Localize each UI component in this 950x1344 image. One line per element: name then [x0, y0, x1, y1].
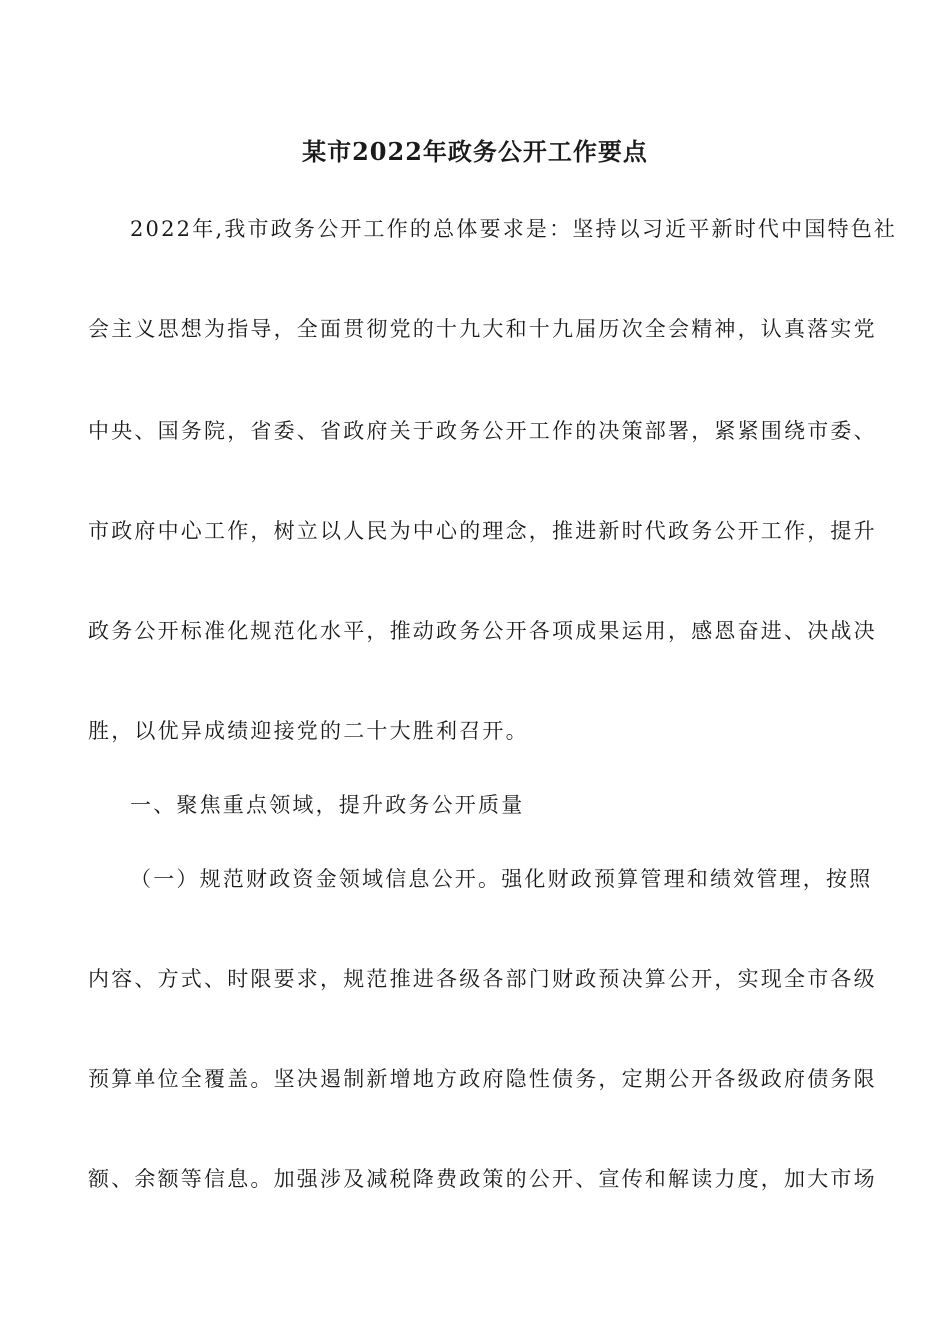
document-title: 某市2022年政务公开工作要点 [302, 137, 648, 166]
paragraph-line: 市政府中心工作，树立以人民为中心的理念，推进新时代政务公开工作，提升 [88, 519, 877, 543]
paragraph-line: （一）规范财政资金领域信息公开。强化财政预算管理和绩效管理，按照 [130, 867, 873, 891]
paragraph-line: 政务公开标准化规范化水平，推动政务公开各项成果运用，感恩奋进、决战决 [88, 619, 877, 643]
paragraph-line: 会主义思想为指导，全面贯彻党的十九大和十九届历次全会精神，认真落实党 [88, 317, 877, 341]
section-heading: 一、聚焦重点领域，提升政务公开质量 [130, 793, 525, 817]
paragraph-line: 中央、国务院，省委、省政府关于政务公开工作的决策部署，紧紧围绕市委、 [88, 419, 877, 443]
paragraph-line: 预算单位全覆盖。坚决遏制新增地方政府隐性债务，定期公开各级政府债务限 [88, 1067, 877, 1091]
paragraph-line: 胜，以优异成绩迎接党的二十大胜利召开。 [88, 719, 529, 743]
paragraph-line: 额、余额等信息。加强涉及减税降费政策的公开、宣传和解读力度，加大市场 [88, 1167, 877, 1191]
paragraph-line: 内容、方式、时限要求，规范推进各级各部门财政预决算公开，实现全市各级 [88, 967, 877, 991]
paragraph-line: 2022年,我市政务公开工作的总体要求是：坚持以习近平新时代中国特色社 [130, 217, 898, 241]
